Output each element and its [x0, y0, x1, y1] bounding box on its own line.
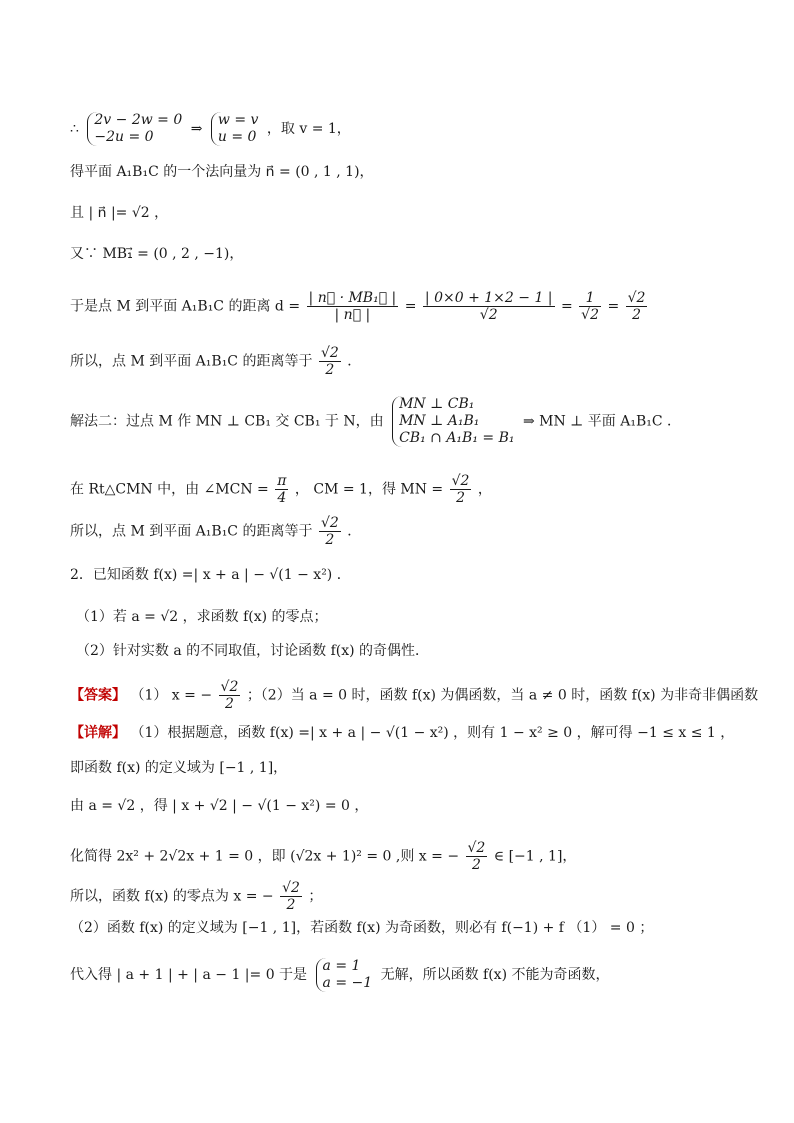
text-segment: 于是点 M 到平面 A₁B₁C 的距离 d =	[70, 298, 301, 315]
line-normal-vector: 得平面 A₁B₁C 的一个法向量为 n⃗ = (0 , 1 , 1)，	[70, 164, 374, 180]
fraction	[275, 473, 288, 506]
fraction	[319, 515, 341, 548]
line-distance-formula	[70, 290, 734, 323]
numerator: 1	[579, 290, 601, 307]
line-domain: 即函数 f(x) 的定义域为 [−1 , 1]，	[70, 760, 288, 776]
text-segment: 代入得 | a + 1 | + | a − 1 |= 0 于是	[70, 967, 308, 983]
equals: =	[404, 298, 417, 315]
denominator: 4	[277, 490, 287, 506]
line-problem-2: 2．已知函数 f(x) =| x + a | − √(1 − x²) ．	[70, 567, 351, 583]
line-odd-check: （2）函数 f(x) 的定义域为 [−1 , 1]，若函数 f(x) 为奇函数，则必有 f(−1) + f （1） = 0 ；	[70, 920, 654, 936]
eq-row: CB₁ ∩ A₁B₁ = B₁	[399, 430, 515, 446]
line-zero-point	[70, 880, 734, 913]
line-substitute: 由 a = √2 ，得 | x + √2 | − √(1 − x²) = 0 ，	[70, 798, 369, 814]
line-system-1	[70, 112, 734, 146]
text-segment: 所以，点 M 到平面 A₁B₁C 的距离等于	[70, 353, 313, 370]
line-simplify	[70, 840, 734, 873]
numerator: | n⃗ · MB₁⃗ |	[308, 290, 397, 306]
text-segment: ，取 v = 1，	[266, 121, 351, 137]
text-segment: 在 Rt△CMN 中，由 ∠MCN =	[70, 481, 269, 498]
eq-row: w = v	[217, 112, 259, 128]
denominator: | n⃗ |	[334, 307, 371, 323]
equation-system-b	[211, 112, 259, 146]
text-segment: （1） x = −	[130, 687, 213, 704]
numerator: √2	[467, 840, 486, 856]
therefore-symbol: ∴	[70, 121, 79, 137]
denominator: 2	[224, 696, 234, 712]
eq-row: MN ⊥ A₁B₁	[399, 413, 480, 429]
equals: =	[607, 298, 620, 315]
eq-row: a = 1	[322, 958, 361, 974]
text-segment: ， CM = 1，得 MN =	[294, 481, 444, 498]
line-vector-mb1: 又∵ MB₁⃗ = (0 , 2 , −1)，	[70, 246, 244, 262]
line-conclusion-1	[70, 345, 734, 378]
numerator: √2	[282, 880, 300, 896]
fraction	[450, 473, 472, 506]
fraction	[466, 840, 488, 873]
eq-row: a = −1	[322, 975, 373, 991]
denominator: √2	[581, 307, 599, 323]
line-conclusion-2	[70, 515, 734, 548]
text-segment: 所以，点 M 到平面 A₁B₁C 的距离等于	[70, 523, 313, 540]
text-segment: ．	[347, 523, 362, 540]
text-segment: （1）根据题意，函数 f(x) =| x + a | − √(1 − x²) ，则有 1 − x² ≥ 0 ，解可得 −1 ≤ x ≤ 1 ，	[130, 725, 735, 741]
implies-symbol: ⇒	[190, 121, 203, 137]
fraction	[423, 290, 555, 323]
numerator: π	[277, 473, 287, 489]
fraction	[579, 290, 601, 323]
text-segment: 所以，函数 f(x) 的零点为 x = −	[70, 888, 274, 905]
fraction	[280, 880, 302, 913]
fraction	[626, 290, 648, 323]
text-segment: 化简得 2x² + 2√2x + 1 = 0 ，即 (√2x + 1)² = 0 ,则 x = −	[70, 848, 460, 865]
equation-system-c	[392, 396, 514, 447]
equals: =	[560, 298, 573, 315]
text-segment: ⇒ MN ⊥ 平面 A₁B₁C ．	[522, 413, 682, 430]
denominator: 2	[471, 857, 481, 873]
denominator: √2	[479, 307, 498, 323]
equation-system-d	[316, 958, 373, 992]
numerator: √2	[220, 679, 239, 695]
numerator: | 0×0 + 1×2 − 1 |	[424, 290, 553, 306]
text-segment: ，	[477, 481, 492, 498]
line-subquestion-1: （1）若 a = √2 ，求函数 f(x) 的零点；	[76, 609, 328, 625]
denominator: 2	[286, 897, 296, 913]
numerator: √2	[627, 290, 646, 306]
line-subquestion-2: （2）针对实数 a 的不同取值，讨论函数 f(x) 的奇偶性．	[76, 643, 430, 659]
eq-row: u = 0	[217, 129, 257, 145]
denominator: 2	[632, 307, 641, 323]
text-segment: ；	[308, 888, 323, 905]
detail-tag: 【详解】	[70, 725, 126, 741]
numerator: √2	[451, 473, 470, 489]
eq-row: MN ⊥ CB₁	[399, 396, 475, 412]
fraction	[219, 679, 241, 712]
line-triangle	[70, 473, 734, 506]
equation-system-a	[87, 112, 182, 146]
text-segment: 无解，所以函数 f(x) 不能为奇函数，	[380, 967, 610, 983]
fraction	[307, 290, 399, 323]
text-segment: ．	[347, 353, 362, 370]
denominator: 2	[325, 362, 335, 378]
denominator: 2	[325, 532, 335, 548]
eq-row: −2u = 0	[94, 129, 154, 145]
line-method-two	[70, 396, 734, 447]
numerator: √2	[320, 345, 339, 361]
line-detail	[70, 723, 734, 743]
line-norm: 且 | n⃗ |= √2 ，	[70, 205, 169, 221]
line-no-solution	[70, 958, 734, 992]
numerator: √2	[320, 515, 339, 531]
line-answer	[70, 679, 759, 712]
text-segment: ∈ [−1 , 1]，	[493, 848, 577, 865]
text-segment: ；（2）当 a = 0 时，函数 f(x) 为偶函数，当 a ≠ 0 时，函数 f(x) 为非奇非偶函数	[246, 687, 759, 704]
eq-row: 2v − 2w = 0	[94, 112, 183, 128]
answer-tag: 【答案】	[70, 687, 126, 704]
text-segment: 解法二：过点 M 作 MN ⊥ CB₁ 交 CB₁ 于 N，由	[70, 413, 384, 430]
fraction	[319, 345, 341, 378]
denominator: 2	[456, 490, 465, 506]
